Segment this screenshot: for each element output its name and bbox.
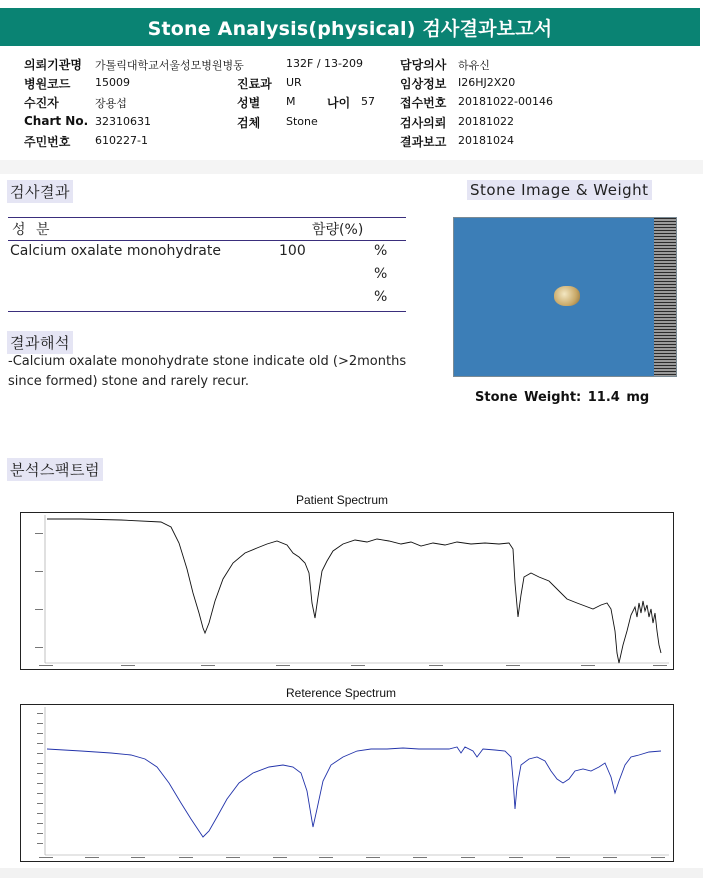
- chart-no-label: Chart No.: [24, 114, 89, 128]
- dept-label: 진료과: [237, 77, 272, 91]
- interpretation-section-title: 결과해석: [7, 331, 73, 354]
- component-unit: %: [374, 289, 388, 305]
- component-unit: %: [374, 243, 388, 259]
- age-value: 57: [361, 95, 375, 108]
- weight-value: 11.4: [587, 390, 620, 405]
- doctor-label: 담당의사: [400, 58, 447, 72]
- content-header: 함량(%): [312, 222, 364, 238]
- patient-spectrum-plot: [20, 512, 674, 670]
- component-header: 성 분: [12, 222, 50, 238]
- component-unit: %: [374, 266, 388, 282]
- patient-spectrum-title: Patient Spectrum: [296, 493, 389, 507]
- clinical-value: I26HJ2X20: [458, 76, 516, 89]
- hospital-code-value: 15009: [95, 76, 130, 89]
- footer-band: [0, 868, 703, 878]
- sex-label: 성별: [237, 96, 261, 110]
- table-bottom-line: [8, 311, 406, 312]
- ward-value: 132F / 13-209: [286, 57, 363, 70]
- report-date-label: 결과보고: [400, 135, 447, 149]
- component-name: Calcium oxalate monohydrate: [10, 243, 221, 259]
- age-label: 나이: [327, 96, 351, 110]
- patient-spectrum-trace: [47, 519, 661, 663]
- weight-label: Stone Weight:: [475, 390, 582, 405]
- reference-spectrum-title: Reterence Spectrum: [286, 686, 397, 700]
- dept-value: UR: [286, 76, 302, 89]
- report-title: Stone Analysis(physical) 검사결과보고서: [0, 8, 700, 46]
- ruler-scale: [654, 218, 676, 376]
- patient-value: 장용섭: [95, 97, 127, 110]
- specimen-value: Stone: [286, 115, 318, 128]
- patient-label: 수진자: [24, 96, 59, 110]
- hospital-code-label: 병원코드: [24, 77, 71, 91]
- receipt-value: 20181022-00146: [458, 95, 553, 108]
- sex-value: M: [286, 95, 296, 108]
- component-value: 100: [279, 243, 306, 259]
- patient-spectrum-svg: [21, 513, 673, 669]
- report-date-value: 20181024: [458, 134, 514, 147]
- table-top-line: [8, 217, 406, 218]
- request-label: 검사의뢰: [400, 116, 447, 130]
- id-value: 610227-1: [95, 134, 148, 147]
- reference-spectrum-trace: [47, 747, 661, 837]
- stone-weight: [475, 390, 649, 405]
- institution-label: 의뢰기관명: [24, 58, 82, 72]
- id-label: 주민번호: [24, 135, 71, 149]
- reference-spectrum-svg: [21, 705, 673, 861]
- chart-no-value: 32310631: [95, 115, 151, 128]
- divider-band: [0, 160, 703, 174]
- stone-specimen: [554, 286, 580, 306]
- spectrum-section-title: 분석스팩트럼: [7, 458, 103, 481]
- specimen-label: 검체: [237, 116, 261, 130]
- results-section-title: 검사결과: [7, 180, 73, 203]
- doctor-value: 하유신: [458, 59, 490, 72]
- weight-unit: mg: [626, 390, 650, 405]
- receipt-label: 접수번호: [400, 96, 447, 110]
- request-value: 20181022: [458, 115, 514, 128]
- image-section-title: Stone Image & Weight: [467, 180, 652, 200]
- institution-value: 가톨릭대학교서울성모병원병동: [95, 59, 244, 72]
- clinical-label: 임상정보: [400, 77, 447, 91]
- table-header-line: [8, 240, 406, 241]
- reference-spectrum-plot: [20, 704, 674, 862]
- stone-photo: [453, 217, 677, 377]
- interpretation-text: -Calcium oxalate monohydrate stone indicate old (>2months since formed) stone and rarely recur.: [8, 354, 407, 389]
